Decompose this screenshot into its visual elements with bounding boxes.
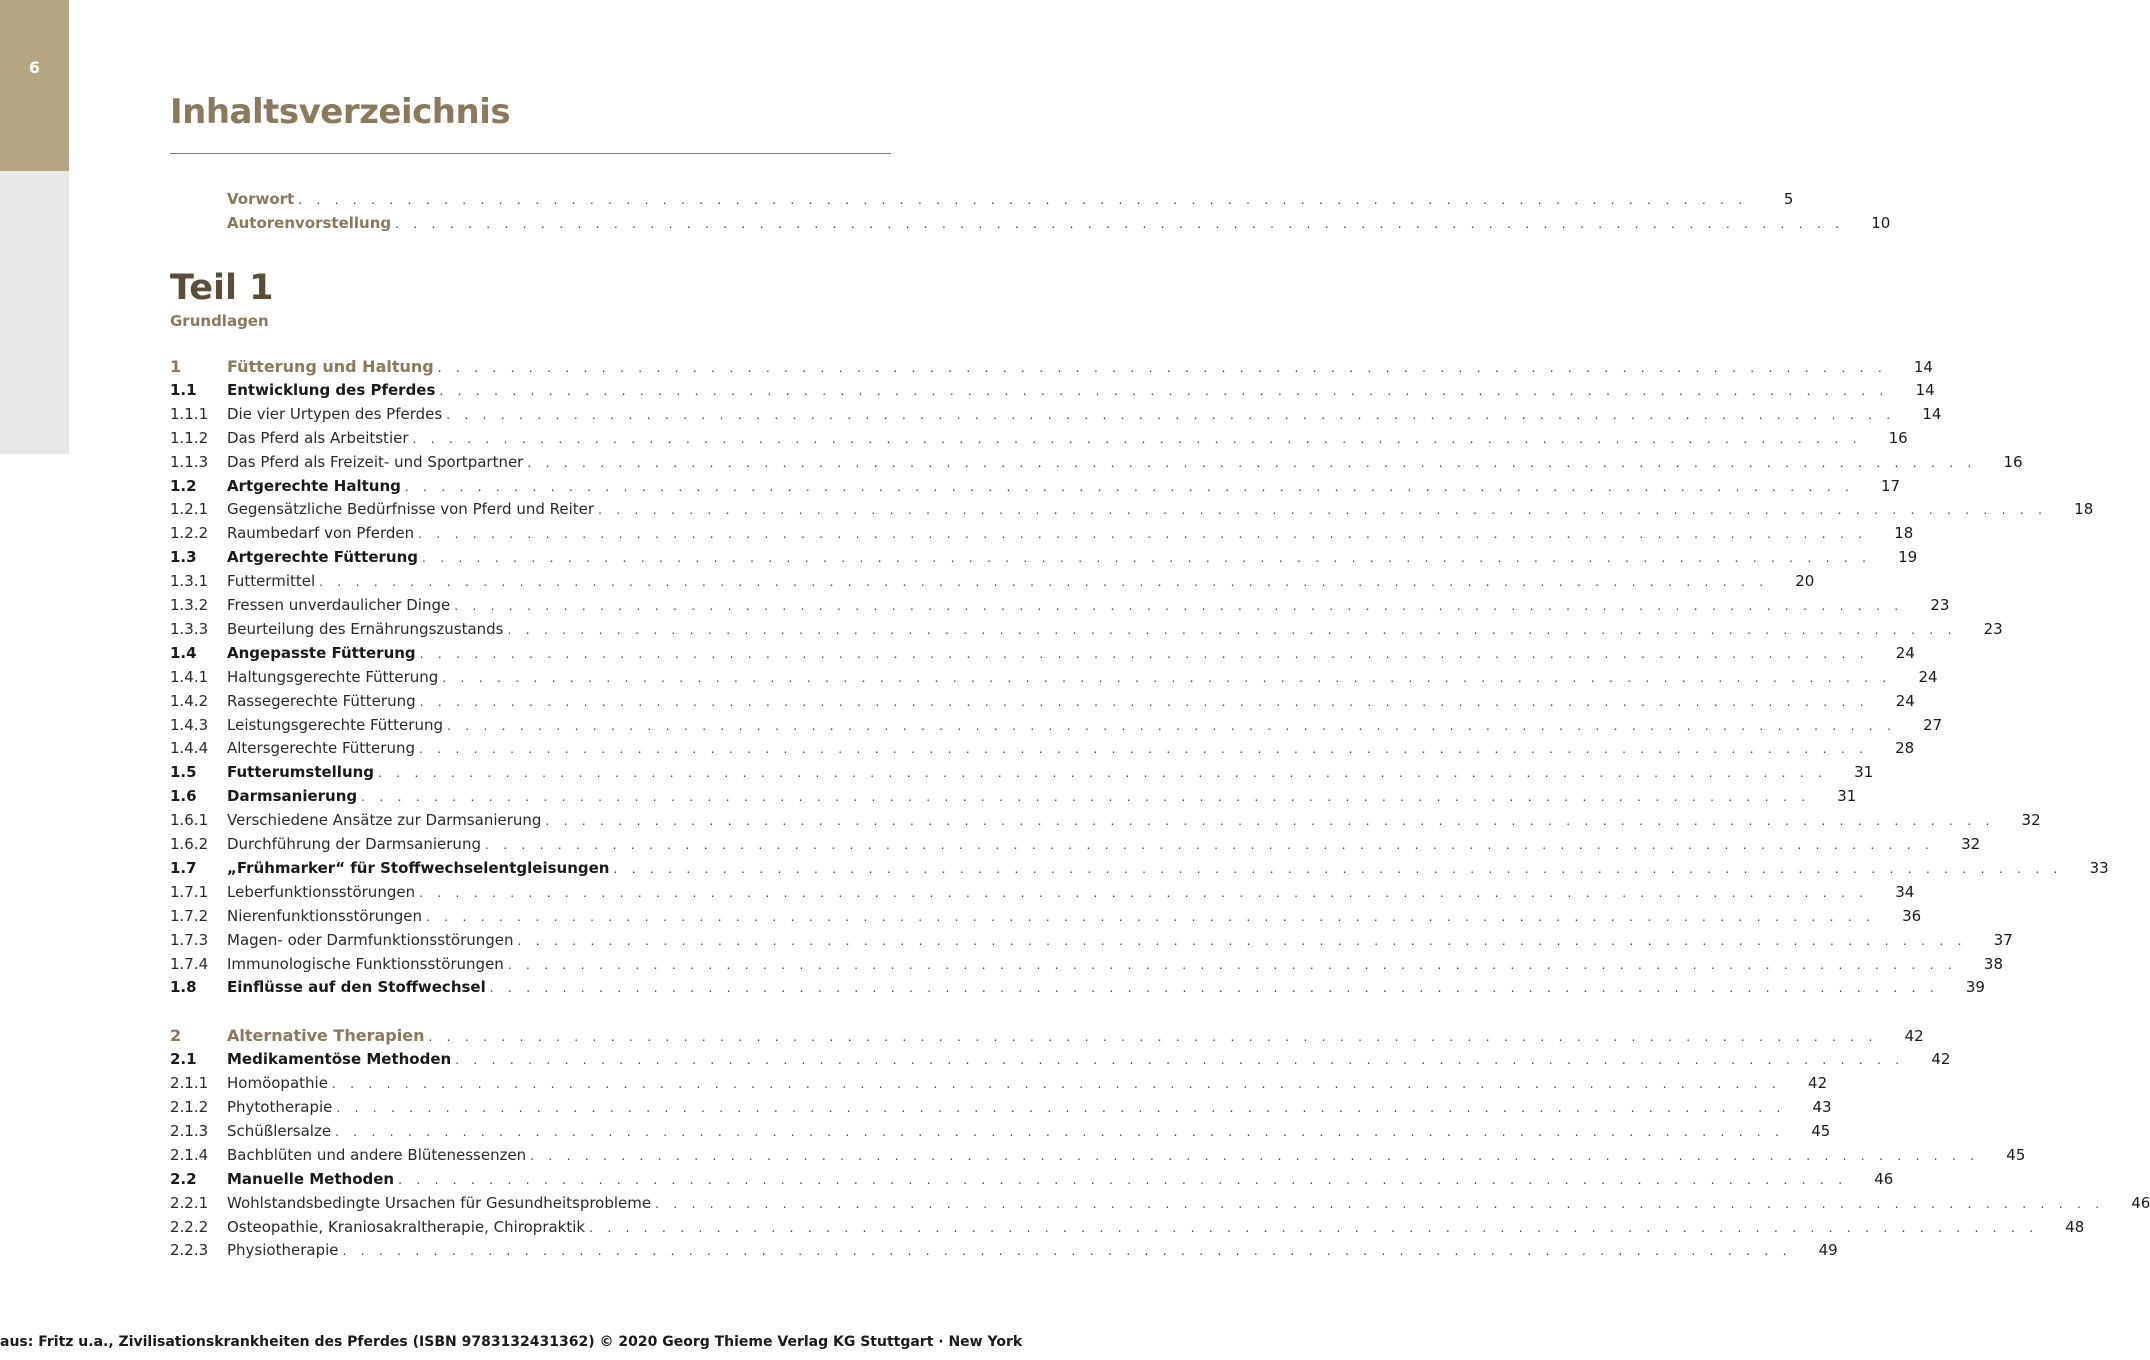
toc-entry-number: 1.7.4 [170,954,209,973]
toc-entry-label: Durchführung der Darmsanierung [227,835,481,853]
toc-entry[interactable] [170,978,1985,1000]
toc-entry[interactable] [170,596,1950,618]
toc-entry-label: Leberfunktionsstörungen [227,882,416,901]
toc-entry[interactable] [170,811,2041,833]
toc-entry-page: 5 [1783,190,1794,208]
toc-entry-number: 1.4 [170,643,197,662]
toc-entry-page: 14 [1913,358,1933,376]
toc-entry-number: 1 [170,357,182,376]
toc-entry-label: Futterumstellung [227,763,375,782]
toc-entry-number: 1.2.2 [170,524,209,543]
toc-entry-number: 1.5 [170,763,197,782]
toc-leader-dots: . . . . . . . . . . . . . . . . . . . . . . . . . . . . . . . . . . . . . . . . . . . . . . . . . . . . . . . . . . . . . . . . . . . . . . . . . . . . . . . . [454,599,1904,613]
toc-leader-dots: . . . . . . . . . . . . . . . . . . . . . . . . . . . . . . . . . . . . . . . . . . . . . . . . . . . . . . . . . . . . . . . . . . . . . . . . . . . . . . . . [419,694,1869,709]
toc-leader-dots: . . . . . . . . . . . . . . . . . . . . . . . . . . . . . . . . . . . . . . . . . . . . . . . . . . . . . . . . . . . . . . . . . . . . . . . . . . . . . . . . [447,718,1897,733]
toc-entry-page: 39 [1965,978,1985,997]
toc-leader-dots: . . . . . . . . . . . . . . . . . . . . . . . . . . . . . . . . . . . . . . . . . . . . . . . . . . . . . . . . . . . . . . . . . . . . . . . . . . . . . . . . [331,1077,1782,1092]
toc-entry-label: Angepasste Fütterung [227,643,416,662]
toc-entry-number: 1.6.2 [170,835,209,853]
toc-entry-page: 42 [1808,1074,1828,1093]
toc-entry-label: Raumbedarf von Pferden [227,524,415,543]
toc-entry-page: 14 [1922,404,1942,423]
toc-leader-dots: . . . . . . . . . . . . . . . . . . . . . . . . . . . . . . . . . . . . . . . . . . . . . . . . . . . . . . . . . . . . . . . . . . . . . . . . . . . . . . . . [426,909,1876,924]
toc-entry-number: 1.4.1 [170,667,209,686]
toc-entry-number: 2.1.1 [170,1074,209,1093]
toc-entry-label: Einflüsse auf den Stoffwechsel [227,978,486,997]
toc-entry[interactable] [170,930,2013,953]
toc-leader-dots: . . . . . . . . . . . . . . . . . . . . . . . . . . . . . . . . . . . . . . . . . . . . . . . . . . . . . . . . . . . . . . . . . . . . . . . . . . . . . . . . [655,1196,2105,1211]
toc-entry[interactable] [170,357,1933,379]
toc-entry-label: Manuelle Methoden [227,1169,395,1188]
toc-leader-dots: . . . . . . . . . . . . . . . . . . . . . . . . . . . . . . . . . . . . . . . . . . . . . . . . . . . . . . . . . . . . . . . . . . . . . . . . . . . . . . . . [421,551,1872,566]
toc-leader-dots: . . . . . . . . . . . . . . . . . . . . . . . . . . . . . . . . . . . . . . . . . . . . . . . . . . . . . . . . . . . . . . . . . . . . . . . . . . . . . . . . [598,503,2048,518]
toc-entry[interactable] [170,858,2109,881]
toc-entry-label: Das Pferd als Arbeitstier [227,428,409,447]
toc-entry-page: 49 [1818,1241,1838,1260]
title-divider [170,153,891,154]
toc-entry-number: 1.7.3 [170,930,209,949]
toc-entry-label: Das Pferd als Freizeit- und Sportpartner [227,452,524,471]
toc-entry-label: Fütterung und Haltung [227,357,434,376]
toc-entry-number: 1.4.2 [170,691,209,710]
toc-entry-label: Vorwort [227,190,295,208]
toc-entry[interactable] [170,619,2003,642]
toc-entry-page: 31 [1837,787,1857,806]
toc-leader-dots: . . . . . . . . . . . . . . . . . . . . . . . . . . . . . . . . . . . . . . . . . . . . . . . . . . . . . . . . . . . . . . . . . . . . . . . . . . . . . . . . [545,814,1995,829]
toc-leader-dots: . . . . . . . . . . . . . . . . . . . . . . . . . . . . . . . . . . . . . . . . . . . . . . . . . . . . . . . . . . . . . . . . . . . . . . . . . . . . . . . . [484,838,1935,852]
toc-entry-label: Rassegerechte Fütterung [227,691,416,710]
toc-entry[interactable] [170,572,1815,594]
toc-entry-label: Artgerechte Fütterung [227,548,418,567]
toc-entry-number: 2 [170,1026,182,1046]
toc-entry-page: 18 [2074,500,2094,519]
toc-leader-dots: . . . . . . . . . . . . . . . . . . . . . . . . . . . . . . . . . . . . . . . . . . . . . . . . . . . . . . . . . . . . . . . . . . . . . . . . . . . . . . . . [517,933,1967,948]
toc-entry[interactable] [170,452,2023,475]
toc-entry[interactable] [170,763,1874,785]
toc-entry-number: 1.4.4 [170,739,209,758]
toc-entry-page: 36 [1902,906,1922,925]
toc-leader-dots: . . . . . . . . . . . . . . . . . . . . . . . . . . . . . . . . . . . . . . . . . . . . . . . . . . . . . . . . . . . . . . . . . . . . . . . . . . . . . . . . [418,527,1868,542]
toc-entry-number: 2.2.3 [170,1241,209,1260]
toc-entry-page: 34 [1895,882,1915,901]
toc-entry-number: 1.3.2 [170,596,209,614]
toc-leader-dots: . . . . . . . . . . . . . . . . . . . . . . . . . . . . . . . . . . . . . . . . . . . . . . . . . . . . . . . . . . . . . . . . . . . . . . . . . . . . . . . . [527,455,1977,470]
toc-entry[interactable] [170,1145,2026,1168]
toc-entry-label: Immunologische Funktionsstörungen [227,954,504,973]
toc-entry[interactable] [170,548,1918,570]
toc-entry-number: 1.2.1 [170,500,209,519]
toc-entry[interactable] [170,524,1914,546]
toc-entry-page: 42 [1904,1027,1924,1046]
sidebar-band [0,171,69,454]
toc-leader-dots: . . . . . . . . . . . . . . . . . . . . . . . . . . . . . . . . . . . . . . . . . . . . . . . . . . . . . . . . . . . . . . . . . . . . . . . . . . . . . . . . [439,383,1889,398]
toc-entry[interactable] [170,1121,1831,1144]
toc-leader-dots: . . . . . . . . . . . . . . . . . . . . . . . . . . . . . . . . . . . . . . . . . . . . . . . . . . . . . . . . . . . . . . . . . . . . . . . . . . . . . . . . [446,407,1896,422]
toc-entry-number: 2.1.3 [170,1121,209,1140]
toc-entry[interactable] [170,214,1891,236]
toc-entry-page: 24 [1918,667,1938,686]
toc-leader-dots: . . . . . . . . . . . . . . . . . . . . . . . . . . . . . . . . . . . . . . . . . . . . . . . . . . . . . . . . . . . . . . . . . . . . . . . . . . . . . . . . [419,885,1869,900]
toc-leader-dots: . . . . . . . . . . . . . . . . . . . . . . . . . . . . . . . . . . . . . . . . . . . . . . . . . . . . . . . . . . . . . . . . . . . . . . . . . . . . . . . . [613,861,2063,876]
toc-entry-page: 19 [1898,548,1918,567]
toc-entry[interactable] [170,739,1915,761]
toc-entry-label: Entwicklung des Pferdes [227,380,436,399]
toc-entry-page: 46 [2131,1193,2150,1212]
toc-leader-dots: . . . . . . . . . . . . . . . . . . . . . . . . . . . . . . . . . . . . . . . . . . . . . . . . . . . . . . . . . . . . . . . . . . . . . . . . . . . . . . . . [489,981,1939,996]
toc-entry-number: 1.1.1 [170,404,209,423]
toc-entry-label: Alternative Therapien [227,1026,425,1046]
toc-entry-page: 10 [1871,214,1891,232]
toc-leader-dots: . . . . . . . . . . . . . . . . . . . . . . . . . . . . . . . . . . . . . . . . . . . . . . . . . . . . . . . . . . . . . . . . . . . . . . . . . . . . . . . . [442,670,1892,685]
toc-leader-dots: . . . . . . . . . . . . . . . . . . . . . . . . . . . . . . . . . . . . . . . . . . . . . . . . . . . . . . . . . . . . . . . . . . . . . . . . . . . . . . . . [530,1148,1980,1163]
toc-entry[interactable] [170,1217,2085,1240]
page-title: Inhaltsverzeichnis [170,92,511,132]
toc-entry[interactable] [170,428,1908,451]
toc-entry-label: Phytotherapie [227,1098,333,1116]
toc-entry-number: 1.3.1 [170,572,209,591]
toc-entry[interactable] [170,1241,1838,1263]
part-subtitle: Grundlagen [170,312,269,330]
toc-entry-number: 2.1.2 [170,1098,209,1116]
toc-entry[interactable] [170,190,1794,212]
toc-entry[interactable] [170,691,1915,714]
toc-entry-page: 27 [1923,715,1943,734]
toc-entry[interactable] [170,906,1922,929]
toc-entry-label: Altersgerechte Fütterung [227,739,415,758]
toc-entry-label: Fressen unverdaulicher Dinge [227,596,451,614]
toc-entry[interactable] [170,643,1915,666]
toc-entry-label: Osteopathie, Kraniosakraltherapie, Chiropraktik [227,1217,586,1236]
toc-entry-page: 24 [1895,691,1915,710]
toc-entry-page: 14 [1915,380,1935,399]
toc-entry-page: 16 [2003,452,2023,471]
toc-leader-dots: . . . . . . . . . . . . . . . . . . . . . . . . . . . . . . . . . . . . . . . . . . . . . . . . . . . . . . . . . . . . . . . . . . . . . . . . . . . . . . . . [437,361,1887,375]
toc-leader-dots: . . . . . . . . . . . . . . . . . . . . . . . . . . . . . . . . . . . . . . . . . . . . . . . . . . . . . . . . . . . . . . . . . . . . . . . . . . . . . . . . [335,1124,1785,1139]
toc-entry[interactable] [170,404,1942,427]
toc-entry[interactable] [170,1026,1924,1048]
toc-entry-label: Magen- oder Darmfunktionsstörungen [227,930,514,949]
toc-entry[interactable] [170,667,1938,690]
toc-entry-number: 2.2.1 [170,1193,209,1212]
toc-entry-number: 1.1.2 [170,428,209,447]
toc-entry-page: 46 [1874,1169,1894,1188]
toc-entry-page: 24 [1895,643,1915,662]
toc-leader-dots: . . . . . . . . . . . . . . . . . . . . . . . . . . . . . . . . . . . . . . . . . . . . . . . . . . . . . . . . . . . . . . . . . . . . . . . . . . . . . . . . [342,1244,1792,1259]
toc-entry-page: 33 [2089,858,2109,877]
toc-entry-page: 38 [1983,954,2004,973]
toc-entry-page: 20 [1795,572,1815,591]
toc-entry-page: 43 [1812,1098,1832,1116]
toc-entry-label: „Frühmarker“ für Stoffwechselentgleisungen [227,858,610,877]
toc-leader-dots: . . . . . . . . . . . . . . . . . . . . . . . . . . . . . . . . . . . . . . . . . . . . . . . . . . . . . . . . . . . . . . . . . . . . . . . . . . . . . . . . [507,957,1958,972]
toc-entry[interactable] [170,380,1935,403]
page-number: 6 [28,58,41,77]
toc-entry-label: Die vier Urtypen des Pferdes [227,404,443,423]
toc-entry-number: 2.2.2 [170,1217,209,1236]
toc-entry-label: Medikamentöse Methoden [227,1050,452,1069]
toc-entry[interactable] [170,1050,1951,1072]
toc-entry-number: 1.6.1 [170,811,209,830]
toc-leader-dots: . . . . . . . . . . . . . . . . . . . . . . . . . . . . . . . . . . . . . . . . . . . . . . . . . . . . . . . . . . . . . . . . . . . . . . . . . . . . . . . . [361,790,1811,805]
toc-leader-dots: . . . . . . . . . . . . . . . . . . . . . . . . . . . . . . . . . . . . . . . . . . . . . . . . . . . . . . . . . . . . . . . . . . . . . . . . . . . . . . . . [395,217,1845,231]
toc-entry-page: 18 [1894,524,1914,543]
toc-leader-dots: . . . . . . . . . . . . . . . . . . . . . . . . . . . . . . . . . . . . . . . . . . . . . . . . . . . . . . . . . . . . . . . . . . . . . . . . . . . . . . . . [412,431,1862,446]
toc-entry-label: Leistungsgerechte Fütterung [227,715,443,734]
toc-leader-dots: . . . . . . . . . . . . . . . . . . . . . . . . . . . . . . . . . . . . . . . . . . . . . . . . . . . . . . . . . . . . . . . . . . . . . . . . . . . . . . . . [418,742,1869,757]
toc-entry-number: 1.7.2 [170,906,209,925]
toc-entry[interactable] [170,1169,1894,1192]
toc-leader-dots: . . . . . . . . . . . . . . . . . . . . . . . . . . . . . . . . . . . . . . . . . . . . . . . . . . . . . . . . . . . . . . . . . . . . . . . . . . . . . . . . [298,193,1748,207]
part-title: Teil 1 [170,268,274,308]
toc-entry-number: 1.4.3 [170,715,209,734]
toc-leader-dots: . . . . . . . . . . . . . . . . . . . . . . . . . . . . . . . . . . . . . . . . . . . . . . . . . . . . . . . . . . . . . . . . . . . . . . . . . . . . . . . . [398,1172,1848,1187]
toc-entry-label: Darmsanierung [227,787,358,806]
toc-entry[interactable] [170,835,1981,857]
toc-entry-label: Schüßlersalze [227,1121,332,1140]
toc-entry[interactable] [170,1193,2150,1216]
toc-entry-page: 45 [1811,1121,1831,1140]
toc-entry[interactable] [170,715,1943,738]
toc-entry[interactable] [170,476,1901,499]
toc-entry-label: Nierenfunktionsstörungen [227,906,423,925]
toc-leader-dots: . . . . . . . . . . . . . . . . . . . . . . . . . . . . . . . . . . . . . . . . . . . . . . . . . . . . . . . . . . . . . . . . . . . . . . . . . . . . . . . . [507,622,1957,637]
toc-entry-label: Artgerechte Haltung [227,476,401,495]
toc-entry-number: 2.2 [170,1169,197,1188]
toc-entry-label: Gegensätzliche Bedürfnisse von Pferd und Reiter [227,500,595,519]
toc-entry-label: Futtermittel [227,572,316,591]
toc-entry-number: 1.8 [170,978,197,997]
toc-entry-number: 1.3.3 [170,619,209,638]
toc-entry-page: 37 [1993,930,2013,949]
toc-entry-label: Haltungsgerechte Fütterung [227,667,439,686]
toc-leader-dots: . . . . . . . . . . . . . . . . . . . . . . . . . . . . . . . . . . . . . . . . . . . . . . . . . . . . . . . . . . . . . . . . . . . . . . . . . . . . . . . . [589,1220,2039,1235]
toc-entry[interactable] [170,882,1915,905]
toc-entry-number: 1.7 [170,858,197,877]
toc-entry-page: 16 [1888,428,1908,447]
toc-leader-dots: . . . . . . . . . . . . . . . . . . . . . . . . . . . . . . . . . . . . . . . . . . . . . . . . . . . . . . . . . . . . . . . . . . . . . . . . . . . . . . . . [319,575,1769,590]
toc-entry-label: Physiotherapie [227,1241,339,1260]
toc-leader-dots: . . . . . . . . . . . . . . . . . . . . . . . . . . . . . . . . . . . . . . . . . . . . . . . . . . . . . . . . . . . . . . . . . . . . . . . . . . . . . . . . [428,1030,1878,1045]
toc-entry-label: Autorenvorstellung [227,214,392,232]
toc-leader-dots: . . . . . . . . . . . . . . . . . . . . . . . . . . . . . . . . . . . . . . . . . . . . . . . . . . . . . . . . . . . . . . . . . . . . . . . . . . . . . . . . [419,646,1869,661]
toc-entry-label: Homöopathie [227,1074,328,1093]
toc-entry-number: 1.7.1 [170,882,209,901]
toc-entry-number: 2.1 [170,1050,197,1069]
copyright-footer: aus: Fritz u.a., Zivilisationskrankheiten des Pferdes (ISBN 9783132431362) © 2020 Georg Thieme Verlag KG Stuttgart · New York [0,1334,1023,1350]
toc-entry-number: 1.1 [170,380,197,399]
toc-entry-page: 32 [1961,835,1981,853]
toc-entry-number: 1.1.3 [170,452,209,471]
toc-leader-dots: . . . . . . . . . . . . . . . . . . . . . . . . . . . . . . . . . . . . . . . . . . . . . . . . . . . . . . . . . . . . . . . . . . . . . . . . . . . . . . . . [455,1053,1905,1068]
toc-entry[interactable] [170,1074,1828,1096]
toc-entry-number: 1.3 [170,548,197,567]
toc-entry-page: 31 [1854,763,1874,782]
toc-entry-page: 42 [1931,1050,1951,1069]
toc-entry[interactable] [170,500,2094,522]
toc-entry-label: Bachblüten und andere Blütenessenzen [227,1145,527,1164]
toc-entry[interactable] [170,787,1857,809]
page-tab [0,0,69,171]
toc-entry-label: Verschiedene Ansätze zur Darmsanierung [227,811,542,830]
toc-entry-page: 23 [1983,619,2003,638]
toc-entry-number: 1.2 [170,476,197,495]
toc-entry[interactable] [170,954,2004,977]
toc-entry-page: 23 [1930,596,1950,614]
toc-entry-label: Wohlstandsbedingte Ursachen für Gesundheitsprobleme [227,1193,652,1212]
toc-entry-page: 32 [2021,811,2041,830]
toc-leader-dots: . . . . . . . . . . . . . . . . . . . . . . . . . . . . . . . . . . . . . . . . . . . . . . . . . . . . . . . . . . . . . . . . . . . . . . . . . . . . . . . . [336,1101,1786,1115]
toc-entry-number: 1.6 [170,787,197,806]
toc-entry-page: 45 [2006,1145,2026,1164]
toc-entry-label: Beurteilung des Ernährungszustands [227,619,504,638]
toc-entry-page: 48 [2065,1217,2085,1236]
toc-leader-dots: . . . . . . . . . . . . . . . . . . . . . . . . . . . . . . . . . . . . . . . . . . . . . . . . . . . . . . . . . . . . . . . . . . . . . . . . . . . . . . . . [378,766,1828,781]
toc-entry-number: 2.1.4 [170,1145,209,1164]
toc-leader-dots: . . . . . . . . . . . . . . . . . . . . . . . . . . . . . . . . . . . . . . . . . . . . . . . . . . . . . . . . . . . . . . . . . . . . . . . . . . . . . . . . [404,479,1855,494]
toc-entry-page: 17 [1881,476,1901,495]
toc-entry[interactable] [170,1098,1832,1120]
toc-entry-page: 28 [1895,739,1915,758]
